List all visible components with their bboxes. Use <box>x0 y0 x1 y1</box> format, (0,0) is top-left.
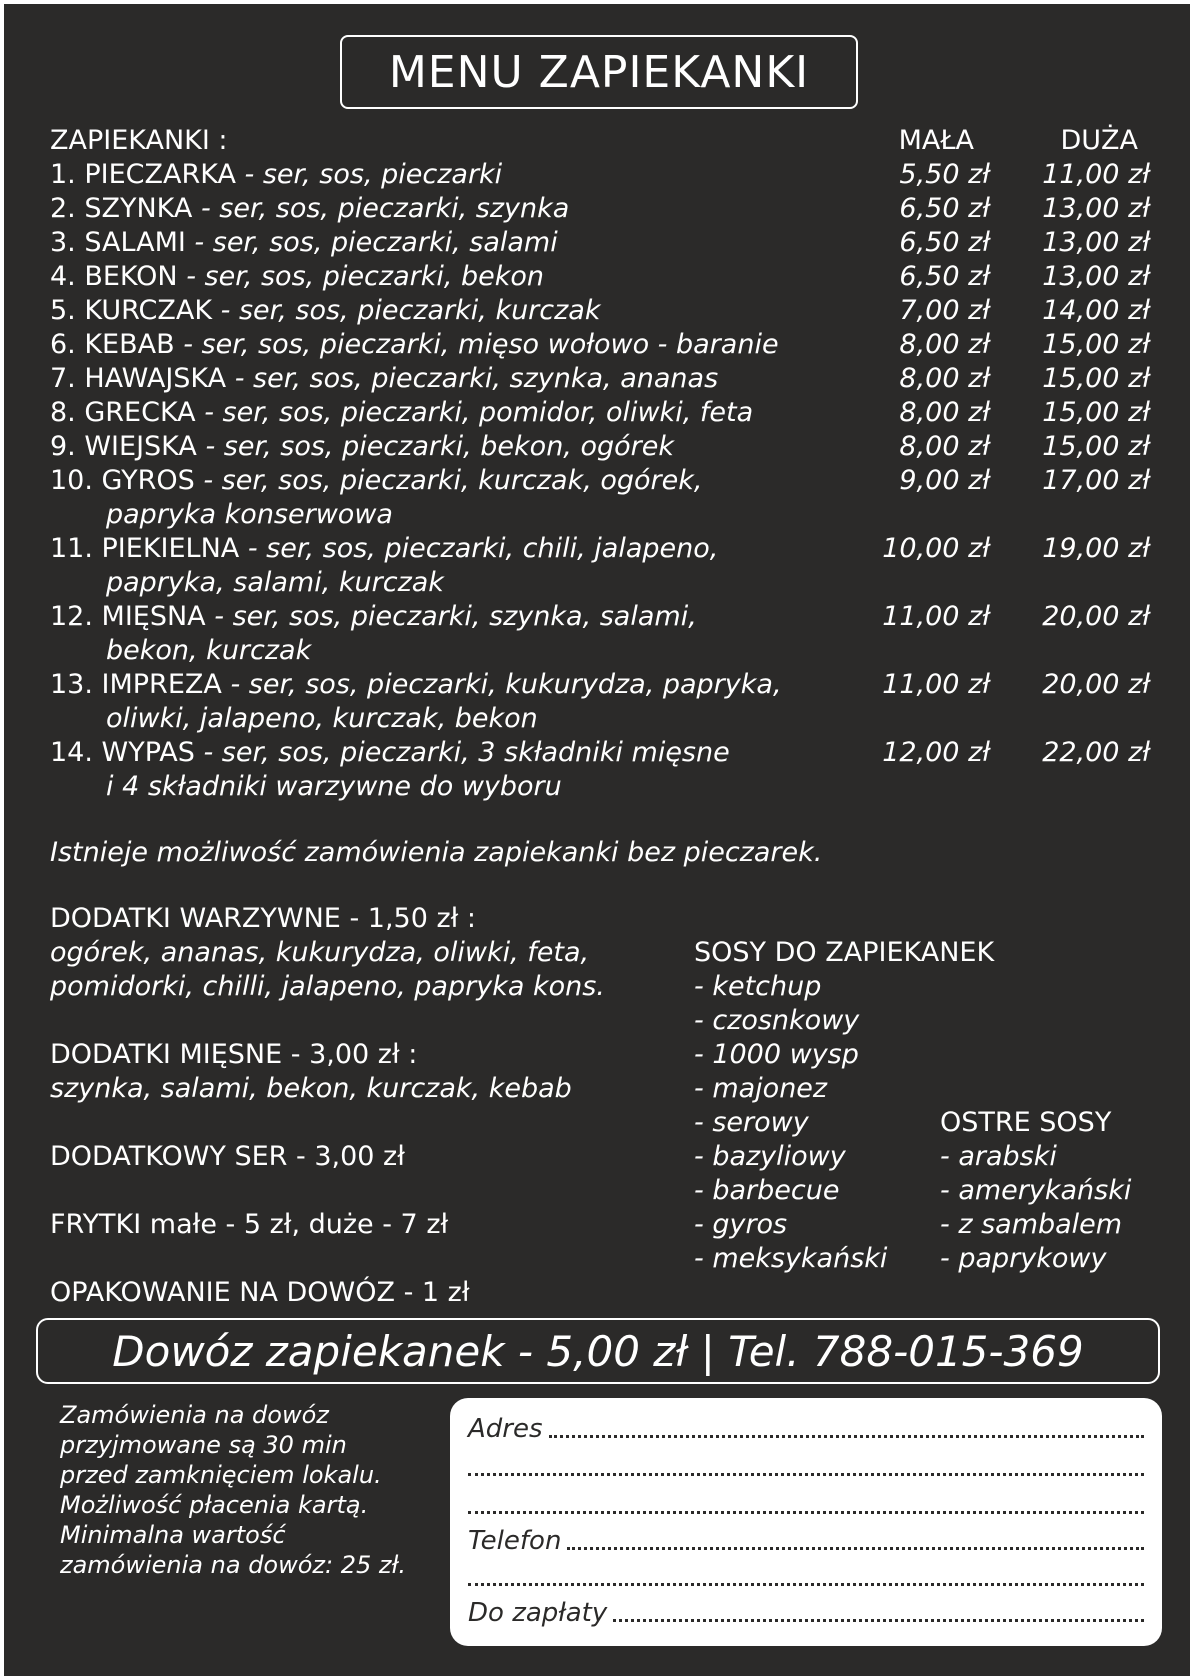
menu-item-name: 1. PIECZARKA <box>50 159 236 190</box>
veg-extras-line: pomidorki, chilli, jalapeno, papryka kons. <box>50 971 605 1002</box>
menu-item-ingredients-cont: i 4 składniki warzywne do wyboru <box>106 771 562 802</box>
menu-item-price-large: 13,00 zł <box>1042 193 1150 224</box>
menu-page <box>4 4 1190 1676</box>
menu-item-ingredients-cont: bekon, kurczak <box>106 635 312 666</box>
menu-item-price-small: 7,00 zł <box>899 295 990 326</box>
phone-field[interactable] <box>468 1522 1144 1556</box>
menu-item-ingredients: - ser, sos, pieczarki, szynka, salami, <box>205 601 697 632</box>
menu-item-price-large: 13,00 zł <box>1042 227 1150 258</box>
menu-item-price-small: 8,00 zł <box>899 363 990 394</box>
menu-item-description <box>50 532 860 566</box>
menu-item-description <box>50 362 860 396</box>
menu-item-description <box>50 226 860 260</box>
phone-label: Telefon <box>468 1526 562 1556</box>
menu-item-description <box>50 328 860 362</box>
address-field[interactable] <box>468 1410 1144 1444</box>
menu-item-ingredients: - ser, sos, pieczarki, kurczak, ogórek, <box>194 465 703 496</box>
fries-price: FRYTKI małe - 5 zł, duże - 7 zł <box>50 1209 449 1240</box>
menu-item-ingredients: - ser, sos, pieczarki, mięso wołowo - baranie <box>174 329 779 360</box>
menu-item-price-large: 15,00 zł <box>1042 363 1150 394</box>
phone-field-line2[interactable] <box>468 1558 1144 1592</box>
menu-item-ingredients-cont: oliwki, jalapeno, kurczak, bekon <box>106 703 538 734</box>
info-line: Zamówienia na dowóz <box>60 1401 329 1429</box>
info-line: przed zamknięciem lokalu. <box>60 1461 382 1489</box>
menu-item-price-small: 11,00 zł <box>882 601 990 632</box>
address-field-line3[interactable] <box>468 1486 1144 1520</box>
hot-sauce-item: - paprykowy <box>940 1243 1107 1274</box>
large-size-header: DUŻA <box>1060 125 1138 156</box>
hot-sauce-item: - amerykański <box>940 1175 1132 1206</box>
menu-item-name: 5. KURCZAK <box>50 295 213 326</box>
menu-item-description <box>50 430 860 464</box>
menu-item-price-small: 8,00 zł <box>899 431 990 462</box>
dotted-line <box>613 1619 1144 1622</box>
menu-item-price-large: 19,00 zł <box>1042 533 1150 564</box>
menu-item-price-large: 14,00 zł <box>1042 295 1150 326</box>
dotted-line <box>468 1583 1144 1586</box>
small-size-header: MAŁA <box>898 125 974 156</box>
menu-item-ingredients-cont: papryka, salami, kurczak <box>106 567 444 598</box>
sauce-item: - czosnkowy <box>694 1005 860 1036</box>
delivery-banner <box>36 1318 1160 1384</box>
menu-item-name: 14. WYPAS <box>50 737 195 768</box>
menu-item-price-small: 10,00 zł <box>882 533 990 564</box>
menu-item-name: 6. KEBAB <box>50 329 175 360</box>
dotted-line <box>468 1511 1144 1514</box>
extra-cheese: DODATKOWY SER - 3,00 zł <box>50 1141 405 1172</box>
veg-extras-title: DODATKI WARZYWNE - 1,50 zł : <box>50 903 477 934</box>
delivery-info <box>60 1400 406 1580</box>
sauce-item: - gyros <box>694 1209 788 1240</box>
menu-item-name: 13. IMPREZA <box>50 669 222 700</box>
menu-item-name: 9. WIEJSKA <box>50 431 197 462</box>
menu-item-price-large: 13,00 zł <box>1042 261 1150 292</box>
menu-item-price-large: 11,00 zł <box>1042 159 1150 190</box>
page-title <box>340 35 858 109</box>
menu-category-label: ZAPIEKANKI : <box>50 125 228 156</box>
menu-item-price-small: 8,00 zł <box>899 397 990 428</box>
menu-item-description <box>50 192 860 226</box>
menu-item-price-small: 11,00 zł <box>882 669 990 700</box>
sauce-item: - majonez <box>694 1073 828 1104</box>
menu-item-ingredients: - ser, sos, pieczarki <box>235 159 503 190</box>
hot-sauces-title: OSTRE SOSY <box>940 1107 1112 1138</box>
menu-item-ingredients: - ser, sos, pieczarki, chili, jalapeno, <box>239 533 719 564</box>
menu-item-description <box>50 396 860 430</box>
hot-sauce-item: - arabski <box>940 1141 1057 1172</box>
menu-item-name: 12. MIĘSNA <box>50 601 206 632</box>
extras-section <box>50 902 690 1310</box>
dotted-line <box>549 1435 1144 1438</box>
menu-item-ingredients-cont: papryka konserwowa <box>106 499 393 530</box>
menu-item-price-small: 5,50 zł <box>899 159 990 190</box>
menu-item-ingredients: - ser, sos, pieczarki, szynka, ananas <box>226 363 719 394</box>
menu-item-ingredients: - ser, sos, pieczarki, 3 składniki mięsne <box>194 737 730 768</box>
sauce-item: - serowy <box>694 1107 809 1138</box>
page-title-text: MENU ZAPIEKANKI <box>388 46 810 98</box>
meat-extras-line: szynka, salami, bekon, kurczak, kebab <box>50 1073 572 1104</box>
menu-item-description <box>50 294 860 328</box>
menu-item-name: 8. GRECKA <box>50 397 196 428</box>
menu-item-price-large: 22,00 zł <box>1042 737 1150 768</box>
address-label: Adres <box>468 1414 543 1444</box>
menu-item-name: 10. GYROS <box>50 465 195 496</box>
sauce-item: - bazyliowy <box>694 1141 846 1172</box>
menu-item-description <box>50 260 860 294</box>
menu-item-name: 3. SALAMI <box>50 227 186 258</box>
menu-item-name: 7. HAWAJSKA <box>50 363 227 394</box>
menu-item-name: 2. SZYNKA <box>50 193 193 224</box>
packaging-price: OPAKOWANIE NA DOWÓZ - 1 zł <box>50 1277 470 1308</box>
menu-item-price-small: 12,00 zł <box>882 737 990 768</box>
menu-item-price-small: 9,00 zł <box>899 465 990 496</box>
menu-item-price-large: 15,00 zł <box>1042 397 1150 428</box>
menu-item-price-small: 6,50 zł <box>899 227 990 258</box>
order-form <box>450 1398 1162 1646</box>
menu-item-price-large: 17,00 zł <box>1042 465 1150 496</box>
menu-item-ingredients: - ser, sos, pieczarki, bekon, ogórek <box>196 431 674 462</box>
menu-item-name: 4. BEKON <box>50 261 178 292</box>
info-line: Możliwość płacenia kartą. <box>60 1491 369 1519</box>
sauce-item: - barbecue <box>694 1175 840 1206</box>
info-line: przyjmowane są 30 min <box>60 1431 347 1459</box>
hot-sauce-item: - z sambalem <box>940 1209 1123 1240</box>
dotted-line <box>567 1547 1144 1550</box>
dotted-line <box>468 1473 1144 1476</box>
no-mushroom-note: Istnieje możliwość zamówienia zapiekanki bez pieczarek. <box>50 837 823 868</box>
menu-item-price-small: 6,50 zł <box>899 261 990 292</box>
info-line: zamówienia na dowóz: 25 zł. <box>60 1551 407 1579</box>
sauce-item: - ketchup <box>694 971 822 1002</box>
menu-item-ingredients: - ser, sos, pieczarki, salami <box>185 227 558 258</box>
menu-item-name: 11. PIEKIELNA <box>50 533 240 564</box>
menu-item-ingredients: - ser, sos, pieczarki, pomidor, oliwki, feta <box>195 397 754 428</box>
menu-item-ingredients: - ser, sos, pieczarki, kukurydza, papryka, <box>221 669 782 700</box>
menu-item-ingredients: - ser, sos, pieczarki, bekon <box>177 261 545 292</box>
menu-item-ingredients: - ser, sos, pieczarki, szynka <box>192 193 570 224</box>
meat-extras-title: DODATKI MIĘSNE - 3,00 zł : <box>50 1039 418 1070</box>
delivery-text: Dowóz zapiekanek - 5,00 zł | Tel. 788-015-369 <box>112 1326 1084 1376</box>
menu-item-price-large: 20,00 zł <box>1042 601 1150 632</box>
menu-item-price-small: 8,00 zł <box>899 329 990 360</box>
menu-item-price-small: 6,50 zł <box>899 193 990 224</box>
veg-extras-line: ogórek, ananas, kukurydza, oliwki, feta, <box>50 937 590 968</box>
to-pay-field[interactable] <box>468 1594 1144 1628</box>
menu-item-description <box>50 600 860 634</box>
hot-sauces-list <box>940 1106 1131 1276</box>
menu-item-description <box>50 736 860 770</box>
menu-item-ingredients: - ser, sos, pieczarki, kurczak <box>212 295 601 326</box>
menu-item-price-large: 20,00 zł <box>1042 669 1150 700</box>
to-pay-label: Do zapłaty <box>468 1598 608 1628</box>
sauces-title: SOSY DO ZAPIEKANEK <box>694 937 995 968</box>
menu-item-description <box>50 668 860 702</box>
sauce-item: - meksykański <box>694 1243 888 1274</box>
menu-item-description <box>50 158 860 192</box>
menu-item-price-large: 15,00 zł <box>1042 329 1150 360</box>
sauce-item: - 1000 wysp <box>694 1039 859 1070</box>
info-line: Minimalna wartość <box>60 1521 286 1549</box>
menu-item-price-large: 15,00 zł <box>1042 431 1150 462</box>
address-field-line2[interactable] <box>468 1448 1144 1482</box>
menu-item-description <box>50 464 860 498</box>
